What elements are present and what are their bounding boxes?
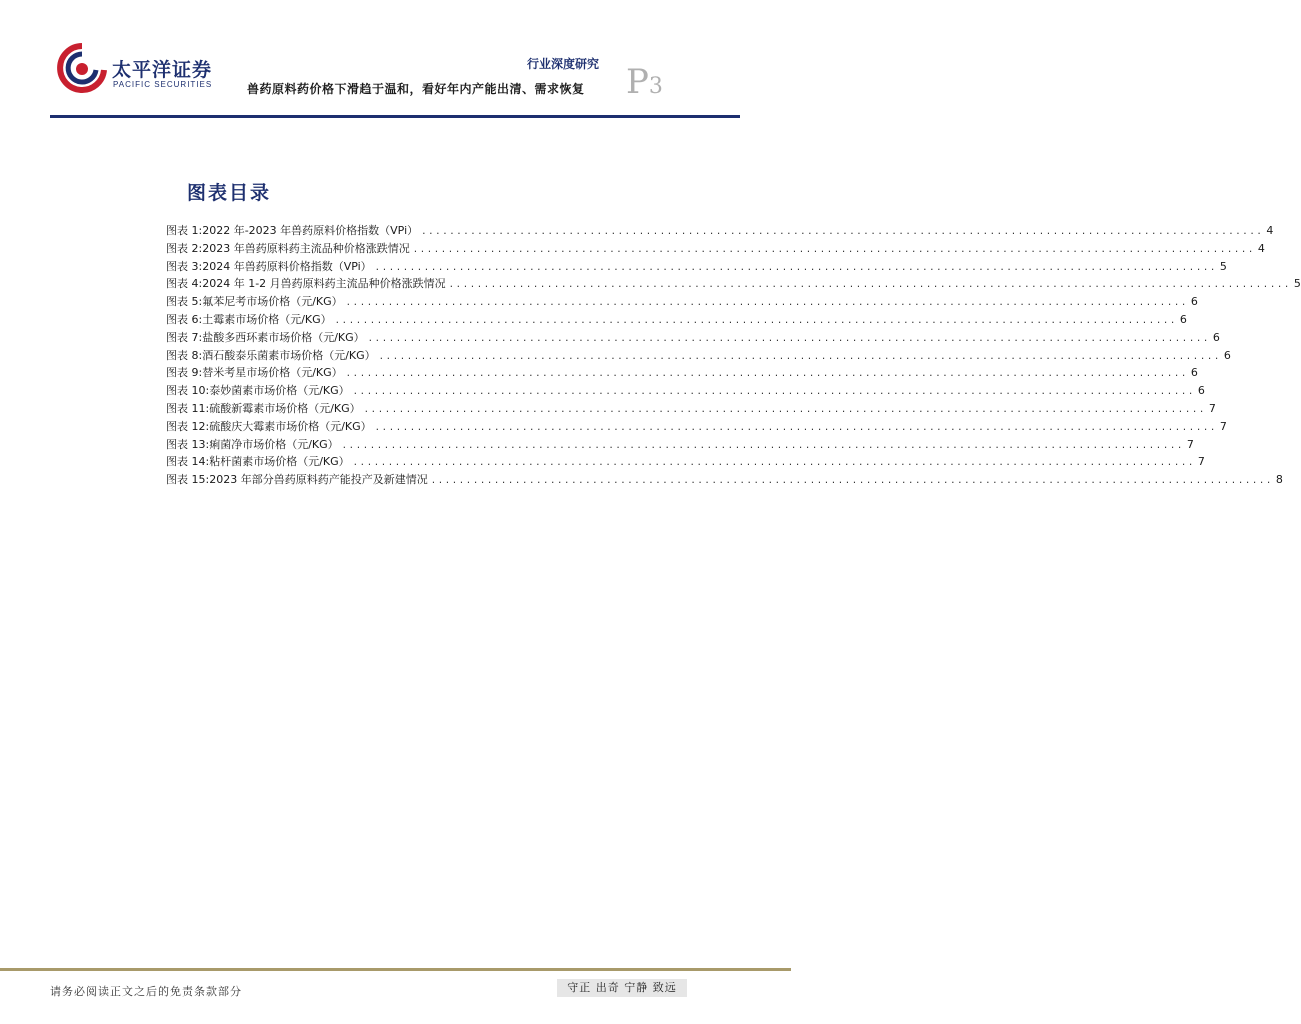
toc-leader: ........................................................................................................................ xyxy=(352,387,1195,398)
toc-entry-label: 图表 2: xyxy=(166,241,203,255)
toc-leader: ........................................................................................................................ xyxy=(345,369,1188,380)
toc-entry[interactable] xyxy=(166,436,1194,454)
toc-entry-label: 图表 15: xyxy=(166,473,210,487)
toc-entry[interactable] xyxy=(166,275,1301,293)
logo-chinese-name: 太平洋证券 xyxy=(112,59,213,81)
toc-entry-page: 6 xyxy=(1190,295,1198,309)
page-digit: 3 xyxy=(648,74,663,99)
toc-leader: ........................................................................................................................ xyxy=(378,351,1221,362)
toc-leader: ........................................................................................................................ xyxy=(341,440,1184,451)
toc-entry[interactable] xyxy=(166,258,1227,276)
toc-leader: ........................................................................................................................ xyxy=(363,404,1206,415)
footer-disclaimer: 请务必阅读正文之后的免责条款部分 xyxy=(50,985,242,998)
toc-entry-label: 图表 9: xyxy=(166,366,203,380)
toc-entry-title: 2024 年 1-2 月兽药原料药主流品种价格涨跌情况 xyxy=(202,277,446,291)
toc-entry-page: 7 xyxy=(1208,401,1216,415)
toc-entry[interactable] xyxy=(166,347,1231,365)
toc-entry-label: 图表 13: xyxy=(166,437,210,451)
toc-entry-title: 泰妙菌素市场价格（元/KG） xyxy=(209,384,350,398)
toc-entry[interactable] xyxy=(166,471,1283,489)
toc-entry-label: 图表 4: xyxy=(166,277,203,291)
toc-entry-page: 6 xyxy=(1223,348,1231,362)
toc-entry[interactable] xyxy=(166,329,1220,347)
toc-entry-page: 5 xyxy=(1293,277,1301,291)
toc-entry-page: 4 xyxy=(1257,241,1265,255)
company-logo-icon xyxy=(52,42,112,94)
toc-entry-page: 7 xyxy=(1197,455,1205,469)
toc-entry-title: 2023 年兽药原料药主流品种价格涨跌情况 xyxy=(202,241,410,255)
toc-entry-title: 2024 年兽药原料价格指数（VPi） xyxy=(202,259,372,273)
toc-entry[interactable] xyxy=(166,364,1198,382)
toc-entry-label: 图表 10: xyxy=(166,384,210,398)
page-number xyxy=(626,62,663,102)
toc-entry-title: 硫酸新霉素市场价格（元/KG） xyxy=(209,401,361,415)
footer-motto: 守正 出奇 宁静 致远 xyxy=(557,979,687,997)
toc-entry-label: 图表 11: xyxy=(166,401,210,415)
toc-leader: ........................................................................................................................ xyxy=(448,280,1291,291)
toc-entry-label: 图表 12: xyxy=(166,419,210,433)
toc-entry[interactable] xyxy=(166,453,1205,471)
toc-leader: ........................................................................................................................ xyxy=(367,333,1210,344)
toc-entry-title: 硫酸庆大霉素市场价格（元/KG） xyxy=(209,419,372,433)
toc-entry-title: 替米考星市场价格（元/KG） xyxy=(202,366,343,380)
toc-entry-label: 图表 5: xyxy=(166,295,203,309)
toc-entry-label: 图表 7: xyxy=(166,330,203,344)
toc-leader: ........................................................................................................................ xyxy=(412,244,1255,255)
toc-entry-title: 粘杆菌素市场价格（元/KG） xyxy=(209,455,350,469)
report-category: 行业深度研究 xyxy=(527,57,600,71)
toc-entry-title: 土霉素市场价格（元/KG） xyxy=(202,312,332,326)
toc-entry[interactable] xyxy=(166,293,1198,311)
toc-leader: ........................................................................................................................ xyxy=(345,298,1188,309)
toc-entry[interactable] xyxy=(166,240,1265,258)
toc-leader: ........................................................................................................................ xyxy=(421,227,1264,237)
toc-entry[interactable] xyxy=(166,311,1187,329)
toc-entry[interactable] xyxy=(166,222,1274,240)
footer-divider xyxy=(0,968,791,971)
toc-entry-page: 6 xyxy=(1212,330,1220,344)
toc-entry-label: 图表 14: xyxy=(166,455,210,469)
toc-title: 图表目录 xyxy=(187,182,272,204)
toc-entry-page: 8 xyxy=(1275,473,1283,487)
toc-entry-page: 7 xyxy=(1219,419,1227,433)
toc-leader: ........................................................................................................................ xyxy=(334,315,1177,326)
toc-entry-title: 2022 年-2023 年兽药原料价格指数（VPi） xyxy=(202,224,419,237)
toc-entry-title: 酒石酸泰乐菌素市场价格（元/KG） xyxy=(202,348,376,362)
toc-entry-page: 5 xyxy=(1219,259,1227,273)
report-subtitle: 兽药原料药价格下滑趋于温和，看好年内产能出清、需求恢复 xyxy=(247,82,585,96)
toc-entry-label: 图表 8: xyxy=(166,348,203,362)
toc-entry[interactable] xyxy=(166,418,1227,436)
toc-leader: ........................................................................................................................ xyxy=(430,476,1273,487)
toc-entry-page: 7 xyxy=(1186,437,1194,451)
toc-entry[interactable] xyxy=(166,400,1216,418)
toc-entry-title: 氟苯尼考市场价格（元/KG） xyxy=(202,295,343,309)
page-letter: P xyxy=(626,62,649,102)
toc-leader: ........................................................................................................................ xyxy=(374,262,1217,273)
logo-english-name: PACIFIC SECURITIES xyxy=(113,80,213,89)
toc-entry[interactable] xyxy=(166,382,1205,400)
toc-list xyxy=(166,222,1301,489)
toc-entry-page: 6 xyxy=(1190,366,1198,380)
toc-entry-label: 图表 1: xyxy=(166,224,203,237)
toc-entry-page: 6 xyxy=(1197,384,1205,398)
toc-leader: ........................................................................................................................ xyxy=(374,422,1217,433)
toc-leader: ........................................................................................................................ xyxy=(352,458,1195,469)
toc-entry-title: 2023 年部分兽药原料药产能投产及新建情况 xyxy=(209,473,428,487)
toc-entry-label: 图表 6: xyxy=(166,312,203,326)
toc-entry-page: 6 xyxy=(1179,312,1187,326)
toc-entry-title: 盐酸多西环素市场价格（元/KG） xyxy=(202,330,365,344)
toc-entry-label: 图表 3: xyxy=(166,259,203,273)
toc-entry-title: 痢菌净市场价格（元/KG） xyxy=(209,437,339,451)
header-divider xyxy=(50,115,740,118)
toc-entry-page: 4 xyxy=(1266,224,1274,237)
